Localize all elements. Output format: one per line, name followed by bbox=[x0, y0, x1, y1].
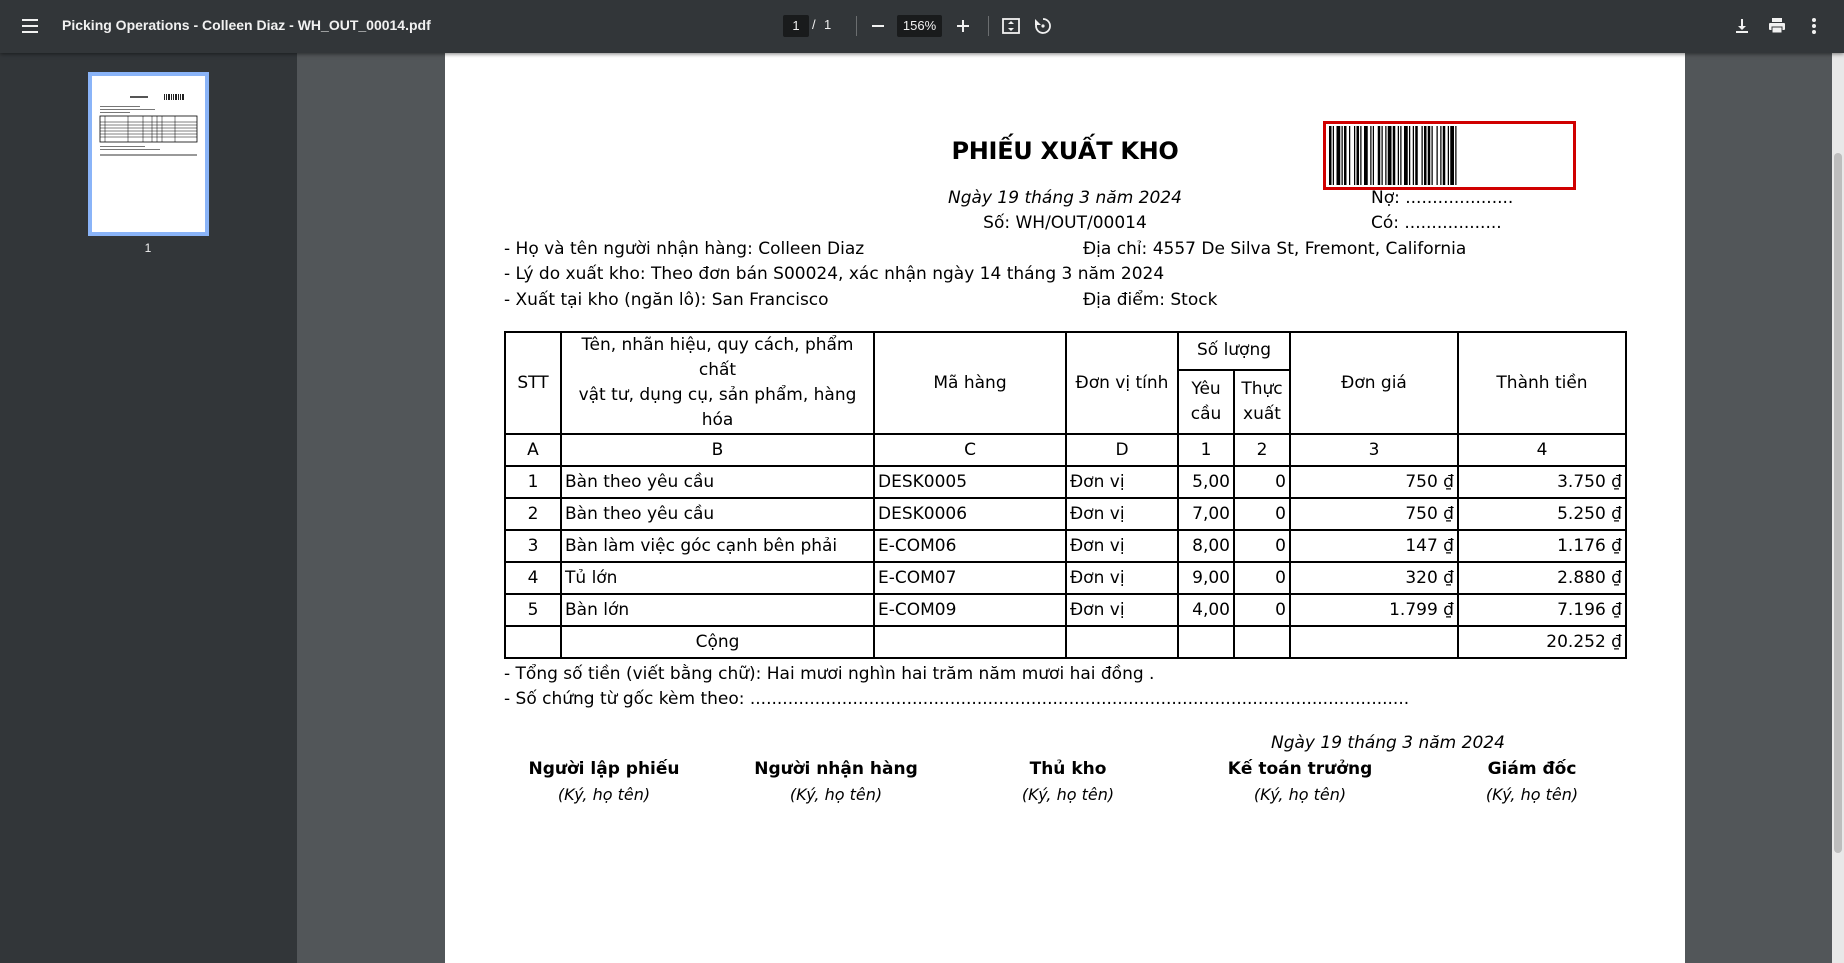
row-code: E-COM09 bbox=[874, 594, 1066, 626]
barcode-bar bbox=[1404, 126, 1408, 185]
warehouse-line: - Xuất tại kho (ngăn lô): San Francisco bbox=[504, 290, 829, 310]
barcode bbox=[1323, 121, 1576, 190]
header-item-name-line2: vật tư, dụng cụ, sản phẩm, hàng hóa bbox=[578, 385, 857, 430]
total-empty-cell bbox=[1290, 626, 1458, 658]
letter-cell: D bbox=[1066, 434, 1178, 466]
signature-hint: (Ký, họ tên) bbox=[1253, 785, 1347, 804]
letter-row bbox=[505, 434, 1626, 466]
debit-account: Nợ: .................... bbox=[1371, 188, 1514, 208]
barcode-bar bbox=[1440, 126, 1441, 185]
barcode-bar bbox=[1448, 126, 1449, 185]
plus-icon bbox=[956, 19, 970, 33]
signature-preparer bbox=[488, 759, 720, 804]
row-qty-requested: 9,00 bbox=[1178, 562, 1234, 594]
row-price: 750 ₫ bbox=[1290, 466, 1458, 498]
minus-icon bbox=[871, 19, 885, 33]
print-icon bbox=[1767, 16, 1787, 36]
row-stt: 1 bbox=[505, 466, 561, 498]
signature-role: Người nhận hàng bbox=[754, 759, 918, 779]
rotate-button[interactable] bbox=[1031, 14, 1055, 38]
header-code: Mã hàng bbox=[874, 332, 1066, 434]
zoom-out-button[interactable] bbox=[866, 14, 890, 38]
total-row bbox=[505, 626, 1626, 658]
signature-hint: (Ký, họ tên) bbox=[1485, 785, 1579, 804]
table-row bbox=[505, 498, 1626, 530]
pdf-toolbar bbox=[0, 0, 1844, 53]
signature-role: Kế toán trưởng bbox=[1227, 759, 1373, 779]
barcode-bar bbox=[1424, 126, 1427, 185]
signature-chief-accountant bbox=[1184, 759, 1416, 804]
row-unit: Đơn vị bbox=[1066, 594, 1178, 626]
attached-documents: - Số chứng từ gốc kèm theo: .......................................................................................................................... bbox=[504, 689, 1410, 709]
signature-role: Giám đốc bbox=[1487, 759, 1577, 779]
header-stt: STT bbox=[505, 332, 561, 434]
row-unit: Đơn vị bbox=[1066, 498, 1178, 530]
row-amount: 2.880 ₫ bbox=[1458, 562, 1626, 594]
row-qty-requested: 7,00 bbox=[1178, 498, 1234, 530]
header-qty-requested-line2: cầu bbox=[1190, 403, 1222, 424]
letter-cell: 4 bbox=[1458, 434, 1626, 466]
barcode-bar bbox=[1378, 126, 1381, 185]
row-price: 1.799 ₫ bbox=[1290, 594, 1458, 626]
fit-page-button[interactable] bbox=[999, 14, 1023, 38]
row-item-name: Bàn lớn bbox=[561, 594, 874, 626]
row-price: 147 ₫ bbox=[1290, 530, 1458, 562]
letter-cell: 1 bbox=[1178, 434, 1234, 466]
barcode-bar bbox=[1393, 126, 1396, 185]
row-amount: 1.176 ₫ bbox=[1458, 530, 1626, 562]
row-code: DESK0005 bbox=[874, 466, 1066, 498]
barcode-bar bbox=[1382, 126, 1383, 185]
row-code: DESK0006 bbox=[874, 498, 1066, 530]
total-amount: 20.252 ₫ bbox=[1458, 626, 1626, 658]
letter-cell: 3 bbox=[1290, 434, 1458, 466]
row-stt: 3 bbox=[505, 530, 561, 562]
barcode-bar bbox=[1413, 126, 1414, 185]
row-stt: 2 bbox=[505, 498, 561, 530]
barcode-bar bbox=[1388, 126, 1392, 185]
barcode-bar bbox=[1415, 126, 1418, 185]
row-item-name: Bàn theo yêu cầu bbox=[561, 498, 874, 530]
document-date: Ngày 19 tháng 3 năm 2024 bbox=[948, 188, 1182, 208]
fit-page-icon bbox=[1001, 16, 1021, 36]
barcode-bar bbox=[1337, 126, 1341, 185]
barcode-bar bbox=[1428, 126, 1431, 185]
row-qty-actual: 0 bbox=[1234, 466, 1290, 498]
row-price: 750 ₫ bbox=[1290, 498, 1458, 530]
total-empty-cell bbox=[505, 626, 561, 658]
table-row bbox=[505, 594, 1626, 626]
row-qty-actual: 0 bbox=[1234, 498, 1290, 530]
row-item-name: Bàn làm việc góc cạnh bên phải bbox=[561, 530, 874, 562]
barcode-bar bbox=[1450, 126, 1454, 185]
header-price: Đơn giá bbox=[1290, 332, 1458, 434]
barcode-bar bbox=[1357, 126, 1360, 185]
thumbnail-preview bbox=[92, 76, 205, 232]
barcode-bar bbox=[1333, 126, 1334, 185]
total-label: Cộng bbox=[561, 626, 874, 658]
toolbar-divider bbox=[988, 16, 989, 36]
barcode-bar bbox=[1443, 126, 1446, 185]
barcode-bar bbox=[1432, 126, 1433, 185]
header-qty-actual-line1: Thực bbox=[1241, 378, 1283, 399]
header-unit: Đơn vị tính bbox=[1066, 332, 1178, 434]
pdf-page bbox=[445, 53, 1685, 963]
pdf-viewer[interactable] bbox=[297, 53, 1844, 963]
recipient-line: - Họ và tên người nhận hàng: Colleen Diaz bbox=[504, 239, 865, 259]
letter-cell: A bbox=[505, 434, 561, 466]
more-options-button[interactable] bbox=[1802, 14, 1826, 38]
total-empty-cell bbox=[1178, 626, 1234, 658]
download-button[interactable] bbox=[1730, 14, 1754, 38]
items-table bbox=[504, 331, 1627, 659]
row-amount: 3.750 ₫ bbox=[1458, 466, 1626, 498]
barcode-bar bbox=[1364, 126, 1368, 185]
signature-hint: (Ký, họ tên) bbox=[1021, 785, 1115, 804]
signature-receiver bbox=[720, 759, 952, 804]
total-empty-cell bbox=[1066, 626, 1178, 658]
scrollbar-thumb[interactable] bbox=[1834, 153, 1842, 853]
barcode-bar bbox=[1400, 126, 1401, 185]
header-qty-requested bbox=[1178, 370, 1234, 434]
letter-cell: B bbox=[561, 434, 874, 466]
thumbnail-page-number: 1 bbox=[144, 241, 152, 255]
total-pages: 1 bbox=[824, 17, 832, 32]
page-thumbnail[interactable] bbox=[88, 72, 209, 236]
row-code: E-COM07 bbox=[874, 562, 1066, 594]
row-code: E-COM06 bbox=[874, 530, 1066, 562]
document-heading: PHIẾU XUẤT KHO bbox=[951, 137, 1179, 165]
print-button[interactable] bbox=[1765, 14, 1789, 38]
amount-in-words: - Tổng số tiền (viết bằng chữ): Hai mươi nghìn hai trăm năm mươi hai đồng . bbox=[504, 664, 1155, 684]
row-amount: 7.196 ₫ bbox=[1458, 594, 1626, 626]
row-qty-requested: 4,00 bbox=[1178, 594, 1234, 626]
row-unit: Đơn vị bbox=[1066, 466, 1178, 498]
document-number: Số: WH/OUT/00014 bbox=[983, 213, 1147, 233]
signature-hint: (Ký, họ tên) bbox=[557, 785, 651, 804]
total-empty-cell bbox=[1234, 626, 1290, 658]
barcode-bar bbox=[1360, 126, 1361, 185]
table-row bbox=[505, 466, 1626, 498]
signature-date: Ngày 19 tháng 3 năm 2024 bbox=[1271, 733, 1505, 753]
barcode-bar bbox=[1385, 126, 1386, 185]
barcode-bar bbox=[1349, 126, 1350, 185]
header-amount: Thành tiền bbox=[1458, 332, 1626, 434]
header-qty-actual bbox=[1234, 370, 1290, 434]
letter-cell: 2 bbox=[1234, 434, 1290, 466]
row-unit: Đơn vị bbox=[1066, 562, 1178, 594]
header-quantity: Số lượng bbox=[1178, 332, 1290, 370]
barcode-bar bbox=[1455, 126, 1456, 185]
row-qty-requested: 8,00 bbox=[1178, 530, 1234, 562]
location-line: Địa điểm: Stock bbox=[1083, 290, 1218, 310]
signature-role: Người lập phiếu bbox=[528, 759, 680, 779]
table-row bbox=[505, 562, 1626, 594]
signature-director bbox=[1416, 759, 1648, 804]
page-separator: / bbox=[812, 17, 816, 32]
row-qty-actual: 0 bbox=[1234, 562, 1290, 594]
document-title: Picking Operations - Colleen Diaz - WH_OUT_00014.pdf bbox=[62, 17, 431, 33]
credit-account: Có: .................. bbox=[1371, 213, 1502, 233]
header-item-name bbox=[561, 332, 874, 434]
thumbnail-sidebar bbox=[0, 53, 297, 963]
letter-cell: C bbox=[874, 434, 1066, 466]
zoom-in-button[interactable] bbox=[951, 14, 975, 38]
barcode-bar bbox=[1342, 126, 1343, 185]
address-line: Địa chỉ: 4557 De Silva St, Fremont, California bbox=[1083, 239, 1467, 259]
row-item-name: Bàn theo yêu cầu bbox=[561, 466, 874, 498]
barcode-bar bbox=[1373, 126, 1374, 185]
row-qty-actual: 0 bbox=[1234, 594, 1290, 626]
row-item-name: Tủ lớn bbox=[561, 562, 874, 594]
signature-storekeeper bbox=[952, 759, 1184, 804]
barcode-bar bbox=[1409, 126, 1410, 185]
barcode-bar bbox=[1344, 126, 1347, 185]
download-icon bbox=[1733, 17, 1751, 35]
menu-icon[interactable] bbox=[18, 14, 42, 38]
row-unit: Đơn vị bbox=[1066, 530, 1178, 562]
header-qty-requested-line1: Yêu bbox=[1191, 378, 1221, 399]
barcode-bar bbox=[1422, 126, 1423, 185]
row-stt: 4 bbox=[505, 562, 561, 594]
row-amount: 5.250 ₫ bbox=[1458, 498, 1626, 530]
row-qty-actual: 0 bbox=[1234, 530, 1290, 562]
page-number-input[interactable]: 1 bbox=[783, 15, 809, 37]
header-item-name-line1: Tên, nhãn hiệu, quy cách, phẩm chất bbox=[581, 335, 854, 380]
barcode-bar bbox=[1370, 126, 1371, 185]
rotate-icon bbox=[1033, 16, 1053, 36]
barcode-bar bbox=[1354, 126, 1355, 185]
row-price: 320 ₫ bbox=[1290, 562, 1458, 594]
reason-line: - Lý do xuất kho: Theo đơn bán S00024, xác nhận ngày 14 tháng 3 năm 2024 bbox=[504, 264, 1165, 284]
signature-hint: (Ký, họ tên) bbox=[789, 785, 883, 804]
barcode-bar bbox=[1398, 126, 1399, 185]
toolbar-divider bbox=[856, 16, 857, 36]
table-row bbox=[505, 530, 1626, 562]
signature-role: Thủ kho bbox=[1029, 759, 1107, 779]
total-empty-cell bbox=[874, 626, 1066, 658]
more-vert-icon bbox=[1811, 17, 1817, 35]
vertical-scrollbar[interactable] bbox=[1832, 53, 1844, 963]
row-qty-requested: 5,00 bbox=[1178, 466, 1234, 498]
header-qty-actual-line2: xuất bbox=[1243, 403, 1281, 424]
zoom-input[interactable]: 156% bbox=[897, 15, 942, 37]
barcode-bar bbox=[1437, 126, 1438, 185]
row-stt: 5 bbox=[505, 594, 561, 626]
barcode-bar bbox=[1329, 126, 1332, 185]
